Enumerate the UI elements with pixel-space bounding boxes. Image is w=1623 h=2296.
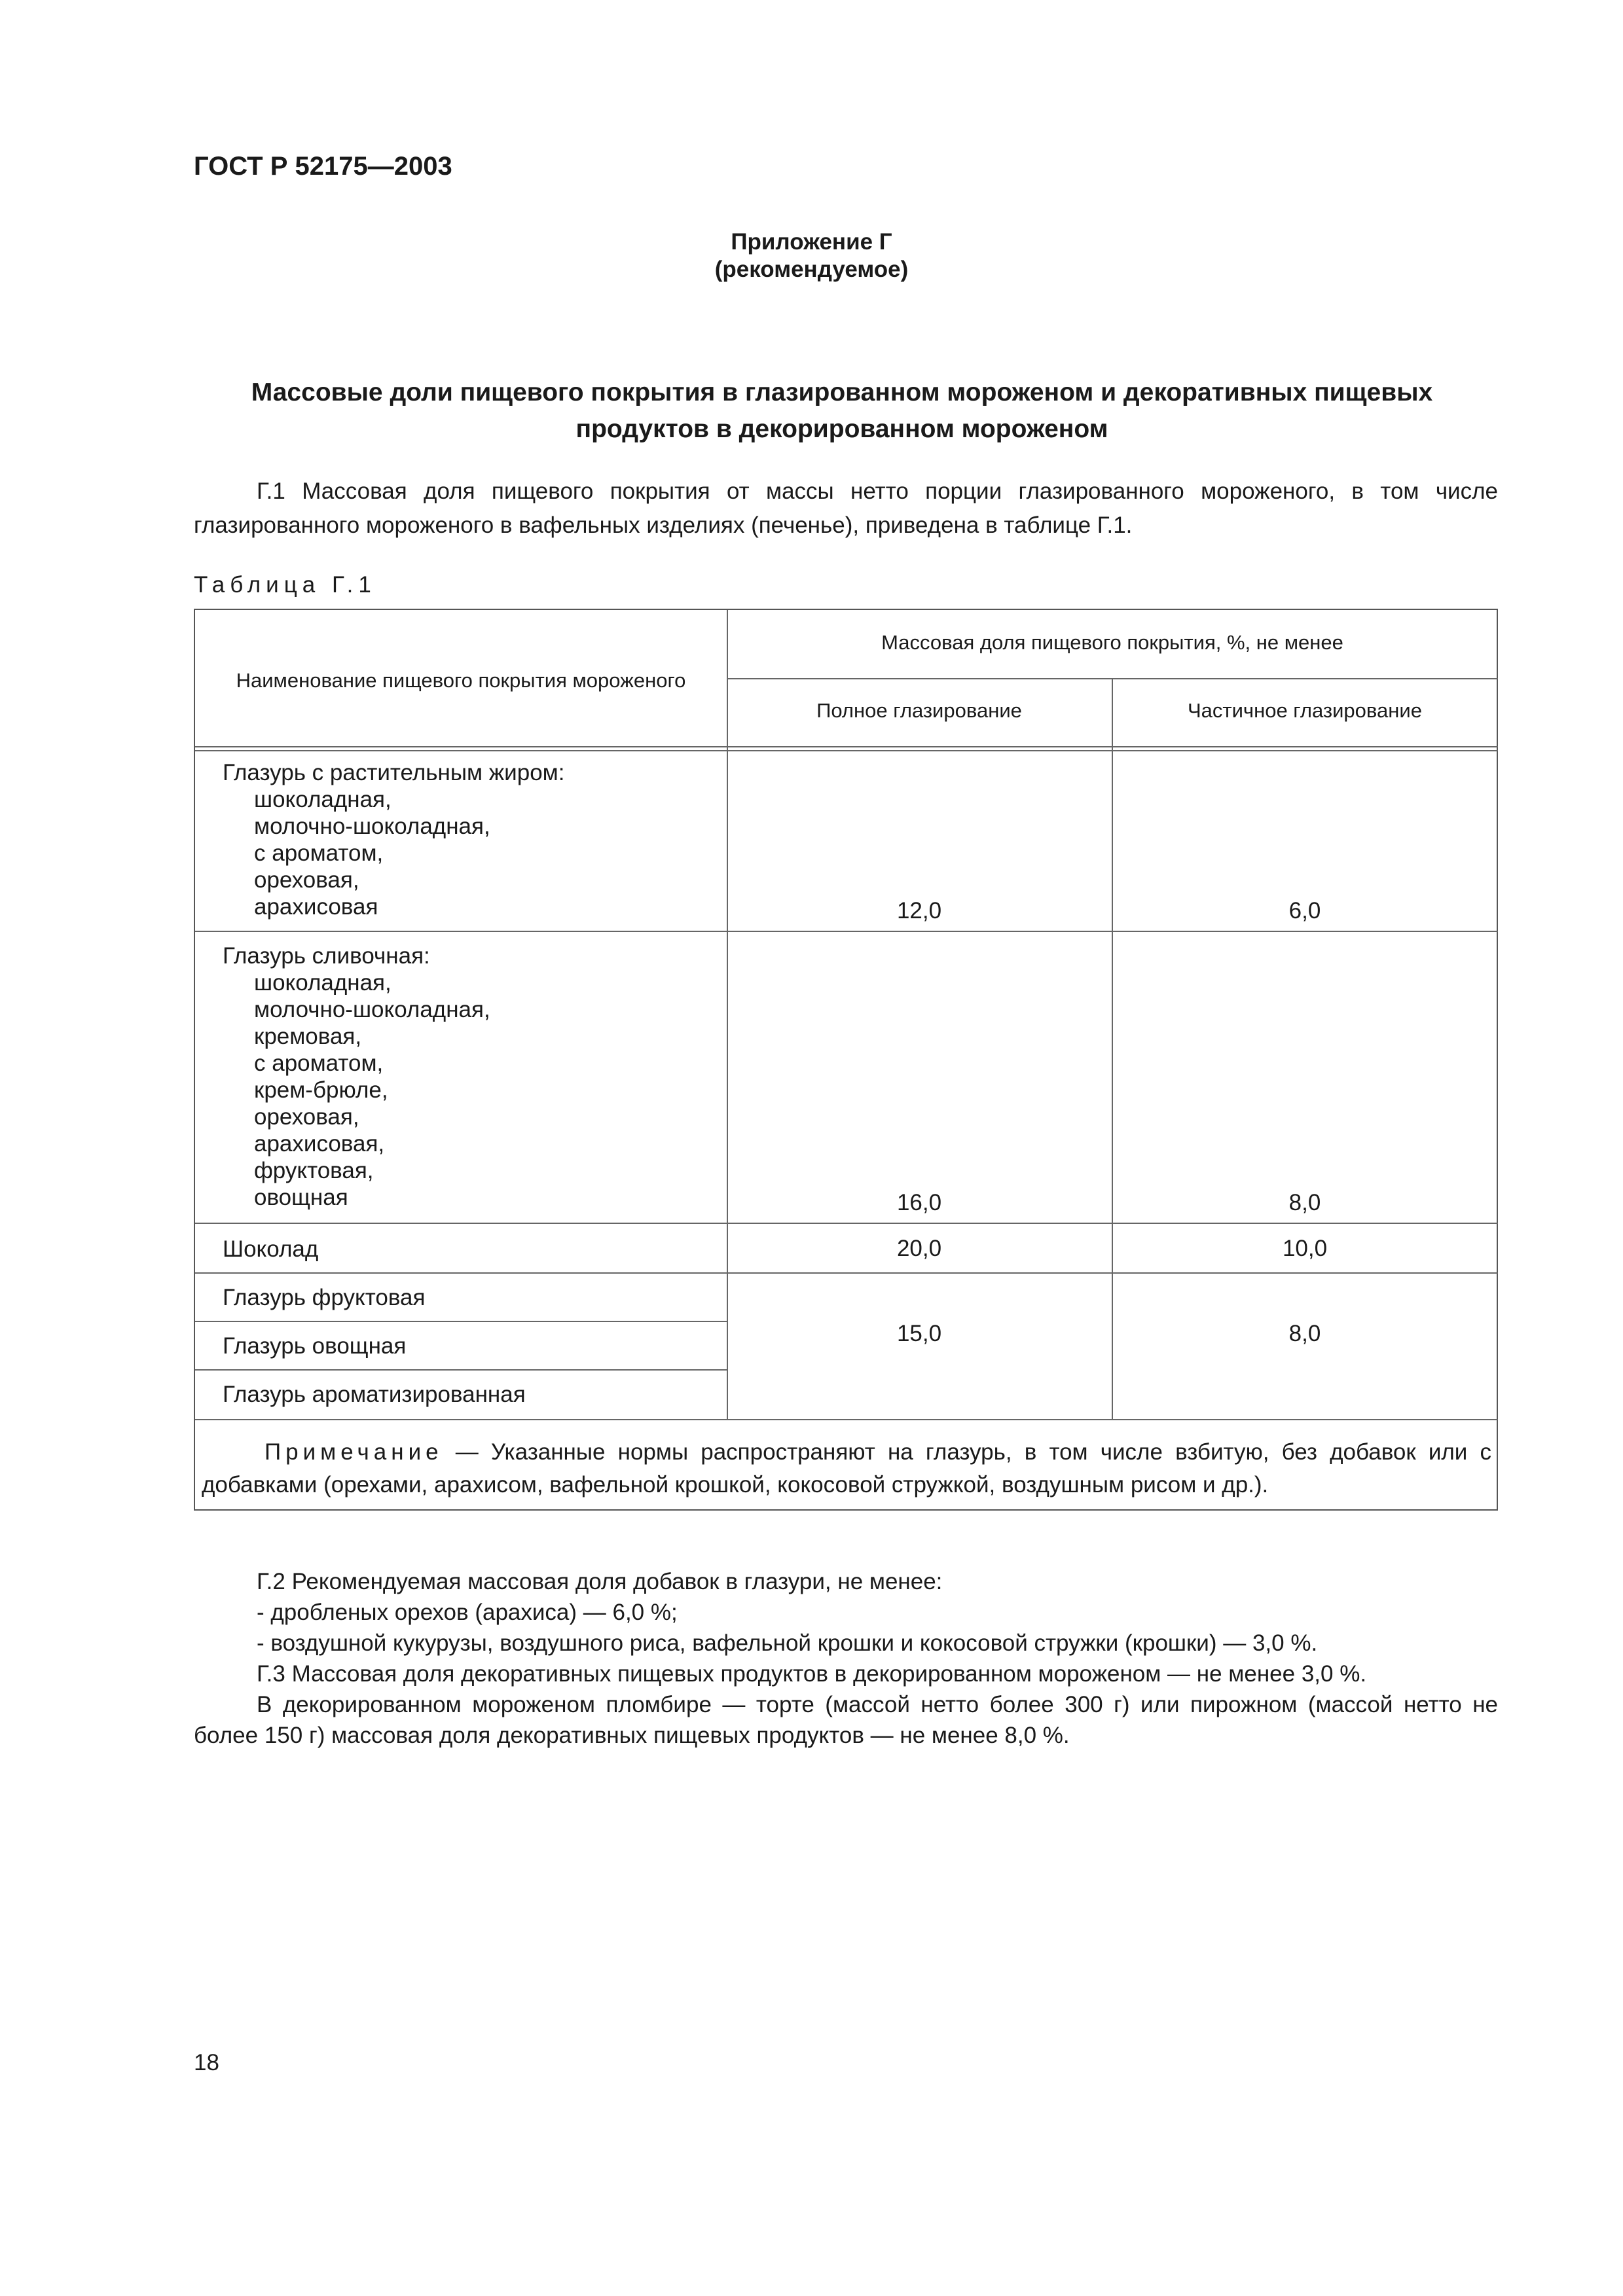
row-subitem: фруктовая,: [254, 1158, 374, 1183]
row-subitem: кремовая,: [254, 1024, 362, 1049]
value-partial: 8,0: [1288, 1190, 1321, 1215]
header-mass-share: Массовая доля пищевого покрытия, %, не менее: [881, 631, 1343, 654]
after-table-text: [194, 1566, 1498, 1751]
row-subitem: шоколадная,: [254, 787, 392, 812]
table-hline: [195, 1419, 1498, 1420]
note-text: — Указанные нормы распространяют на глазурь, в том числе взбитую, без добавок или с добавками (орехами, арахисом, вафельной крошкой, кокосовой стружкой, воздушным рисом и др.).: [202, 1439, 1491, 1498]
table-caption: Таблица Г.1: [194, 572, 376, 598]
bullet-corn-rice: - воздушной кукурузы, воздушного риса, вафельной крошки и кокосовой стружки (крошки) — 3,0 %.: [257, 1630, 1318, 1656]
paragraph-g3: Г.3 Массовая доля декоративных пищевых продуктов в декорированном мороженом — не менее 3,0 %.: [257, 1661, 1367, 1687]
note-label: Примечание: [264, 1439, 443, 1465]
table-hline: [195, 746, 1498, 747]
table-note: [202, 1436, 1491, 1501]
annex-title: Приложение Г: [731, 229, 892, 255]
table-vline: [727, 610, 728, 1419]
row-subitem: молочно-шоколадная,: [254, 814, 490, 839]
table-hline: [195, 931, 1498, 932]
annex-status: (рекомендуемое): [714, 257, 909, 282]
row-subitem: арахисовая: [254, 894, 378, 920]
value-full: 20,0: [896, 1236, 942, 1261]
row-subitem: с ароматом,: [254, 1050, 384, 1076]
value-partial: 8,0: [1288, 1321, 1321, 1346]
row-subitem: молочно-шоколадная,: [254, 997, 490, 1022]
table-hline: [195, 1272, 1498, 1274]
table-vline: [1112, 678, 1113, 1419]
standard-code: ГОСТ Р 52175—2003: [194, 152, 452, 181]
row-fruit-glaze: Глазурь фруктовая: [223, 1285, 426, 1310]
section-title-line2: продуктов в декорированном мороженом: [575, 415, 1108, 443]
row-subitem: овощная: [254, 1185, 348, 1210]
table-hline: [195, 1321, 727, 1322]
header-partial: Частичное глазирование: [1188, 699, 1422, 722]
row-chocolate: Шоколад: [223, 1236, 319, 1262]
row-vegetable-glaze: Глазурь овощная: [223, 1333, 407, 1359]
table-hline: [195, 1369, 727, 1371]
section-title: [194, 374, 1490, 448]
table-hline: [195, 1223, 1498, 1224]
paragraph-g3-more: В декорированном мороженом пломбире — торте (массой нетто более 300 г) или пирожном (массой нетто не более 150 г) массовая доля декоративных пищевых продуктов — не менее 8,0 %.: [194, 1692, 1498, 1748]
row-subitems: [223, 786, 564, 920]
page-number: 18: [194, 2050, 219, 2075]
table-hline: [195, 750, 1498, 751]
value-partial: 6,0: [1288, 898, 1321, 924]
row-subitems: [223, 969, 490, 1211]
row-subitem: ореховая,: [254, 867, 359, 893]
row-subitem: арахисовая,: [254, 1131, 385, 1157]
value-full: 16,0: [896, 1190, 942, 1215]
paragraph-g2: Г.2 Рекомендуемая массовая доля добавок в глазури, не менее:: [257, 1569, 943, 1594]
bullet-nuts: - дробленых орехов (арахиса) — 6,0 %;: [257, 1600, 678, 1625]
intro-paragraph: Г.1 Массовая доля пищевого покрытия от массы нетто порции глазированного мороженого, в том числе глазированного мороженого в вафельных изделиях (печенье), приведена в таблице Г.1.: [194, 478, 1498, 538]
row-title: Глазурь сливочная:: [223, 943, 430, 969]
row-subitem: с ароматом,: [254, 840, 384, 866]
row-subitem: шоколадная,: [254, 970, 392, 996]
row-title: Глазурь с растительным жиром:: [223, 760, 565, 785]
value-full: 12,0: [896, 898, 942, 924]
value-full: 15,0: [896, 1321, 942, 1346]
row-vegetable-fat: [223, 759, 564, 920]
coating-table: [194, 609, 1498, 1511]
row-subitem: ореховая,: [254, 1104, 359, 1130]
row-flavored-glaze: Глазурь ароматизированная: [223, 1382, 526, 1407]
value-partial: 10,0: [1282, 1236, 1328, 1261]
row-subitem: крем-брюле,: [254, 1077, 388, 1103]
header-name: Наименование пищевого покрытия мороженого: [236, 669, 686, 692]
section-title-line1: Массовые доли пищевого покрытия в глазированном мороженом и декоративных пищевых: [251, 378, 1433, 406]
table-hline: [727, 678, 1498, 679]
header-full: Полное глазирование: [816, 699, 1022, 722]
row-cream-glaze: [223, 942, 490, 1211]
